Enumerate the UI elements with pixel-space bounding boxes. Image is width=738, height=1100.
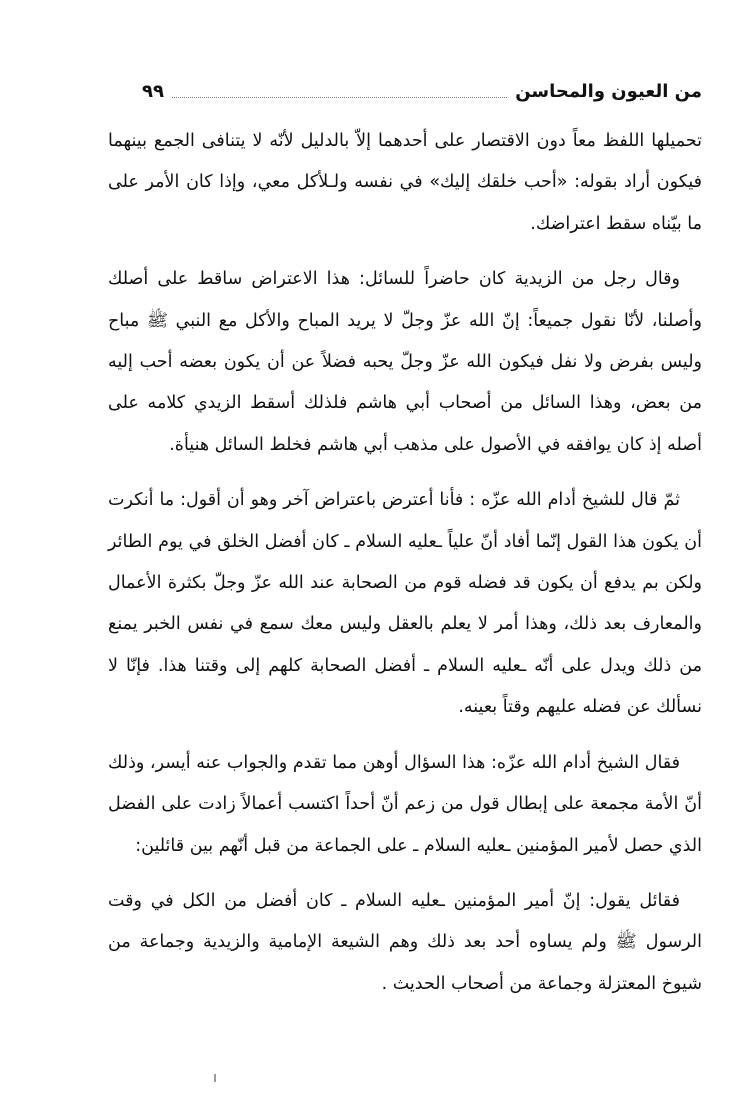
- body-text: [108, 121, 702, 1019]
- paragraph-5: فقائل يقول: إنّ أمير المؤمنين ـعليه السلام ـ كان أفضل من الكل في وقت الرسول ﷺ ولم يساوه أحد بعد ذلك وهم الشيعة الإمامية والزيدية وجماعة من شيوخ المعتزلة وجماعة من أصحاب الحديث .: [108, 890, 702, 994]
- paragraph-2: وقال رجل من الزيدية كان حاضراً للسائل: هذا الاعتراض ساقط على أصلك وأصلنا، لأنّا نقول جميعاً: إنّ الله عزّ وجلّ لا يريد المباح والأكل مع النبي ﷺ مباح وليس بفرض ولا نفل فيكون الله عزّ وجلّ يحبه فضلاً عن أن يكون بعضه أحب إليه من بعض، وهذا السائل من أصحاب أبي هاشم فلذلك أسقط الزيدي كلامه على أصله إذ كان يوافقه في الأصول على مذهب أبي هاشم فخلط السائل هنيأة.: [108, 269, 702, 455]
- running-header: [108, 74, 702, 104]
- paragraph-4: فقال الشيخ أدام الله عزّه: هذا السؤال أوهن مما تقدم والجواب عنه أيسر، وذلك أنّ الأمة مجمعة على إبطال قول من زعم أنّ أحداً اكتسب أعمالاً زادت على الفضل الذي حصل لأمير المؤمنين ـعليه السلام ـ على الجماعة من قبل أنّهم بين قائلين:: [108, 752, 702, 856]
- page-edge-mark: [214, 1074, 216, 1082]
- paragraph-1: تحميلها اللفظ معاً دون الاقتصار على أحدهما إلاّ بالدليل لأنّه لا يتنافى الجمع بينهما فيكون أراد بقوله: «أحب خلقك إليك» في نفسه ولـلأكل معي، وإذا كان الأمر على ما بيّناه سقط اعتراضك.: [108, 131, 702, 234]
- page-number: ٩٩: [142, 81, 164, 102]
- running-header-title: من العيون والمحاسن: [515, 81, 702, 102]
- header-dotted-rule: [172, 96, 507, 98]
- paragraph-3: ثمّ قال للشيخ أدام الله عزّه : فأنا أعترض باعتراض آخر وهو أن أقول: ما أنكرت أن يكون هذا القول إنّما أفاد أنّ علياً ـعليه السلام ـ كان أفضل الخلق في يوم الطائر ولكن بم يدفع أن يكون قد فضله قوم من الصحابة عند الله عزّ وجلّ بكثرة الأعمال والمعارف بعد ذلك، وهذا أمر لا يعلم بالعقل وليس معك سمع في نفس الخبر يمنع من ذلك ويدل على أنّه ـعليه السلام ـ أفضل الصحابة كلهم إلى وقتنا هذا. فإنّا لا نسألك عن فضله عليهم وقتاً بعينه.: [108, 490, 702, 718]
